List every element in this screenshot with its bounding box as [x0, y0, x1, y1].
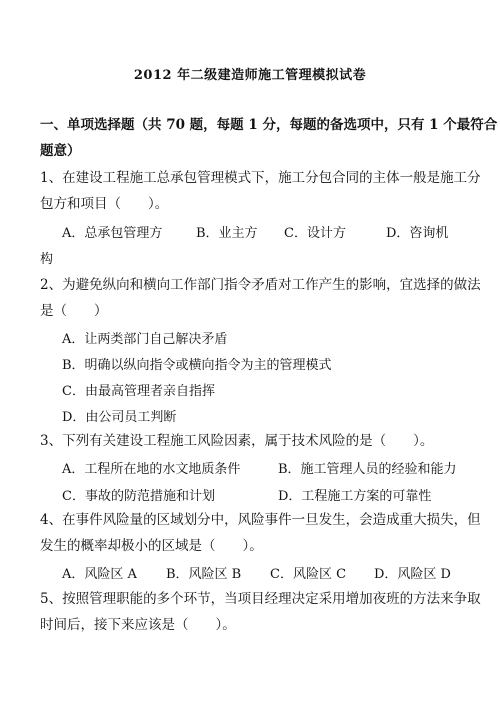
question-3-option-c: C．事故的防范措施和计划	[62, 489, 215, 504]
question-4-option-c: C．风险区 C	[270, 567, 347, 582]
question-3-option-a: A．工程所在地的水文地质条件	[62, 462, 241, 477]
section-heading-line-2: 题意）	[40, 143, 81, 159]
question-2-option-d: D．由公司员工判断	[62, 410, 177, 425]
section-heading-line-1: 一、单项选择题（共 70 题，每题 1 分，每题的备选项中，只有 1 个最符合	[40, 117, 498, 133]
question-1-stem-line-1: 1、在建设工程施工总承包管理模式下，施工分包合同的主体一般是施工分	[40, 170, 481, 186]
question-1-option-c: C．设计方	[284, 226, 346, 241]
question-2-stem-line-2: 是（ ）	[40, 303, 108, 319]
question-5-stem-line-2: 时间后，接下来应该是（ ）。	[40, 617, 236, 633]
question-4-stem-line-1: 4、在事件风险量的区域划分中，风险事件一旦发生，会造成重大损失，但	[40, 512, 481, 528]
question-4-option-a: A．风险区 A	[62, 567, 137, 582]
question-2-option-b: B．明确以纵向指令或横向指令为主的管理模式	[62, 358, 332, 373]
question-1-option-d-wrap: 构	[40, 252, 54, 267]
question-4-option-b: B．风险区 B	[166, 567, 242, 582]
question-1-option-b: B．业主方	[196, 226, 258, 241]
question-4-stem-line-2: 发生的概率却极小的区域是（ ）。	[40, 538, 263, 554]
question-1-option-a: A．总承包管理方	[62, 226, 163, 241]
question-3-option-b: B．施工管理人员的经验和能力	[278, 462, 457, 477]
question-1-option-d: D．咨询机	[386, 226, 449, 241]
exam-title: 2012 年二级建造师施工管理模拟试卷	[133, 68, 367, 83]
question-5-stem-line-1: 5、按照管理职能的多个环节，当项目经理决定采用增加夜班的方法来争取	[40, 591, 481, 607]
question-3-stem-line-1: 3、下列有关建设工程施工风险因素，属于技术风险的是（ ）。	[40, 433, 434, 449]
question-2-option-a: A．让两类部门自己解决矛盾	[62, 332, 228, 347]
question-3-option-d: D．工程施工方案的可靠性	[278, 489, 432, 504]
question-4-option-d: D．风险区 D	[374, 567, 451, 582]
question-2-option-c: C．由最高管理者亲自指挥	[62, 384, 215, 399]
question-2-stem-line-1: 2、为避免纵向和横向工作部门指令矛盾对工作产生的影响，宜选择的做法	[40, 277, 481, 293]
question-1-stem-line-2: 包方和项目（ ）。	[40, 196, 169, 212]
